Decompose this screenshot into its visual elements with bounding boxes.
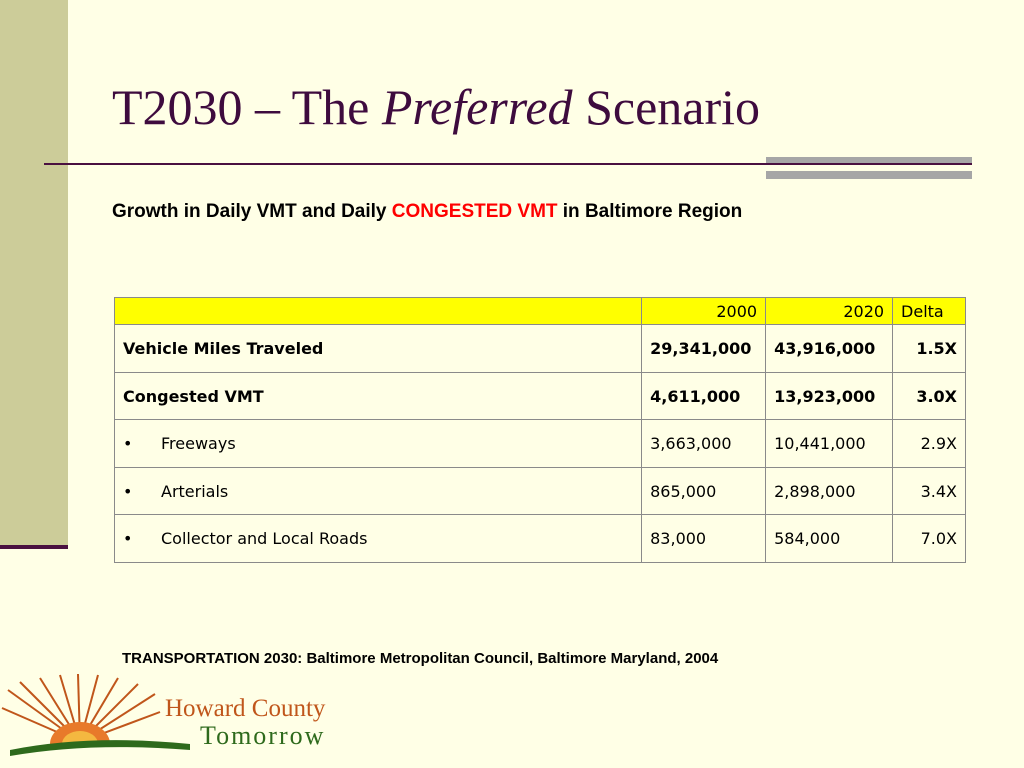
row-label: Freeways (161, 434, 236, 454)
decorative-bar-bottom (766, 171, 972, 179)
table-row (115, 325, 966, 373)
cell-delta: 7.0X (893, 515, 966, 563)
cell-2000: 29,341,000 (642, 325, 766, 373)
cell-2020: 10,441,000 (766, 420, 893, 468)
title-emphasis: Preferred (381, 79, 573, 135)
title-part-1: T2030 – The (112, 79, 382, 135)
cell-delta: 1.5X (893, 325, 966, 373)
header-cell-delta: Delta (893, 298, 966, 325)
cell-2020: 2,898,000 (766, 467, 893, 515)
slide-subtitle (112, 197, 912, 226)
row-label: Congested VMT (115, 372, 642, 420)
bullet-icon: • (123, 434, 133, 454)
logo-text-line1: Howard County (165, 695, 326, 722)
table-row (115, 420, 966, 468)
cell-2020: 43,916,000 (766, 325, 893, 373)
header-cell-label (115, 298, 642, 325)
subtitle-highlight: CONGESTED VMT (391, 201, 558, 222)
row-label-cell (115, 420, 642, 468)
table-row (115, 515, 966, 563)
cell-2020: 13,923,000 (766, 372, 893, 420)
cell-2000: 83,000 (642, 515, 766, 563)
subtitle-part-1: Growth in Daily VMT and Daily (112, 201, 392, 222)
cell-2000: 865,000 (642, 467, 766, 515)
table-header-row (115, 298, 966, 325)
cell-2020: 584,000 (766, 515, 893, 563)
row-label-cell (115, 515, 642, 563)
row-label: Vehicle Miles Traveled (115, 325, 642, 373)
title-divider (44, 163, 972, 165)
row-label: Collector and Local Roads (161, 529, 368, 549)
vmt-table (114, 297, 966, 563)
left-accent-bar (0, 0, 68, 545)
logo-text-line2: Tomorrow (200, 721, 326, 750)
cell-2000: 3,663,000 (642, 420, 766, 468)
cell-delta: 3.4X (893, 467, 966, 515)
title-part-2: Scenario (572, 79, 760, 135)
slide-title (112, 78, 760, 136)
bullet-icon: • (123, 481, 133, 501)
row-label-cell (115, 467, 642, 515)
subtitle-part-2: in Baltimore Region (557, 201, 743, 222)
row-label: Arterials (161, 481, 229, 501)
table-row (115, 372, 966, 420)
bullet-icon: • (123, 529, 133, 549)
header-cell-2020: 2020 (766, 298, 893, 325)
left-accent-bar-foot (0, 545, 68, 549)
cell-delta: 2.9X (893, 420, 966, 468)
source-citation: TRANSPORTATION 2030: Baltimore Metropolitan Council, Baltimore Maryland, 2004 (122, 650, 719, 667)
table-row (115, 467, 966, 515)
header-cell-2000: 2000 (642, 298, 766, 325)
cell-delta: 3.0X (893, 372, 966, 420)
horizon-swoosh (10, 740, 190, 756)
cell-2000: 4,611,000 (642, 372, 766, 420)
